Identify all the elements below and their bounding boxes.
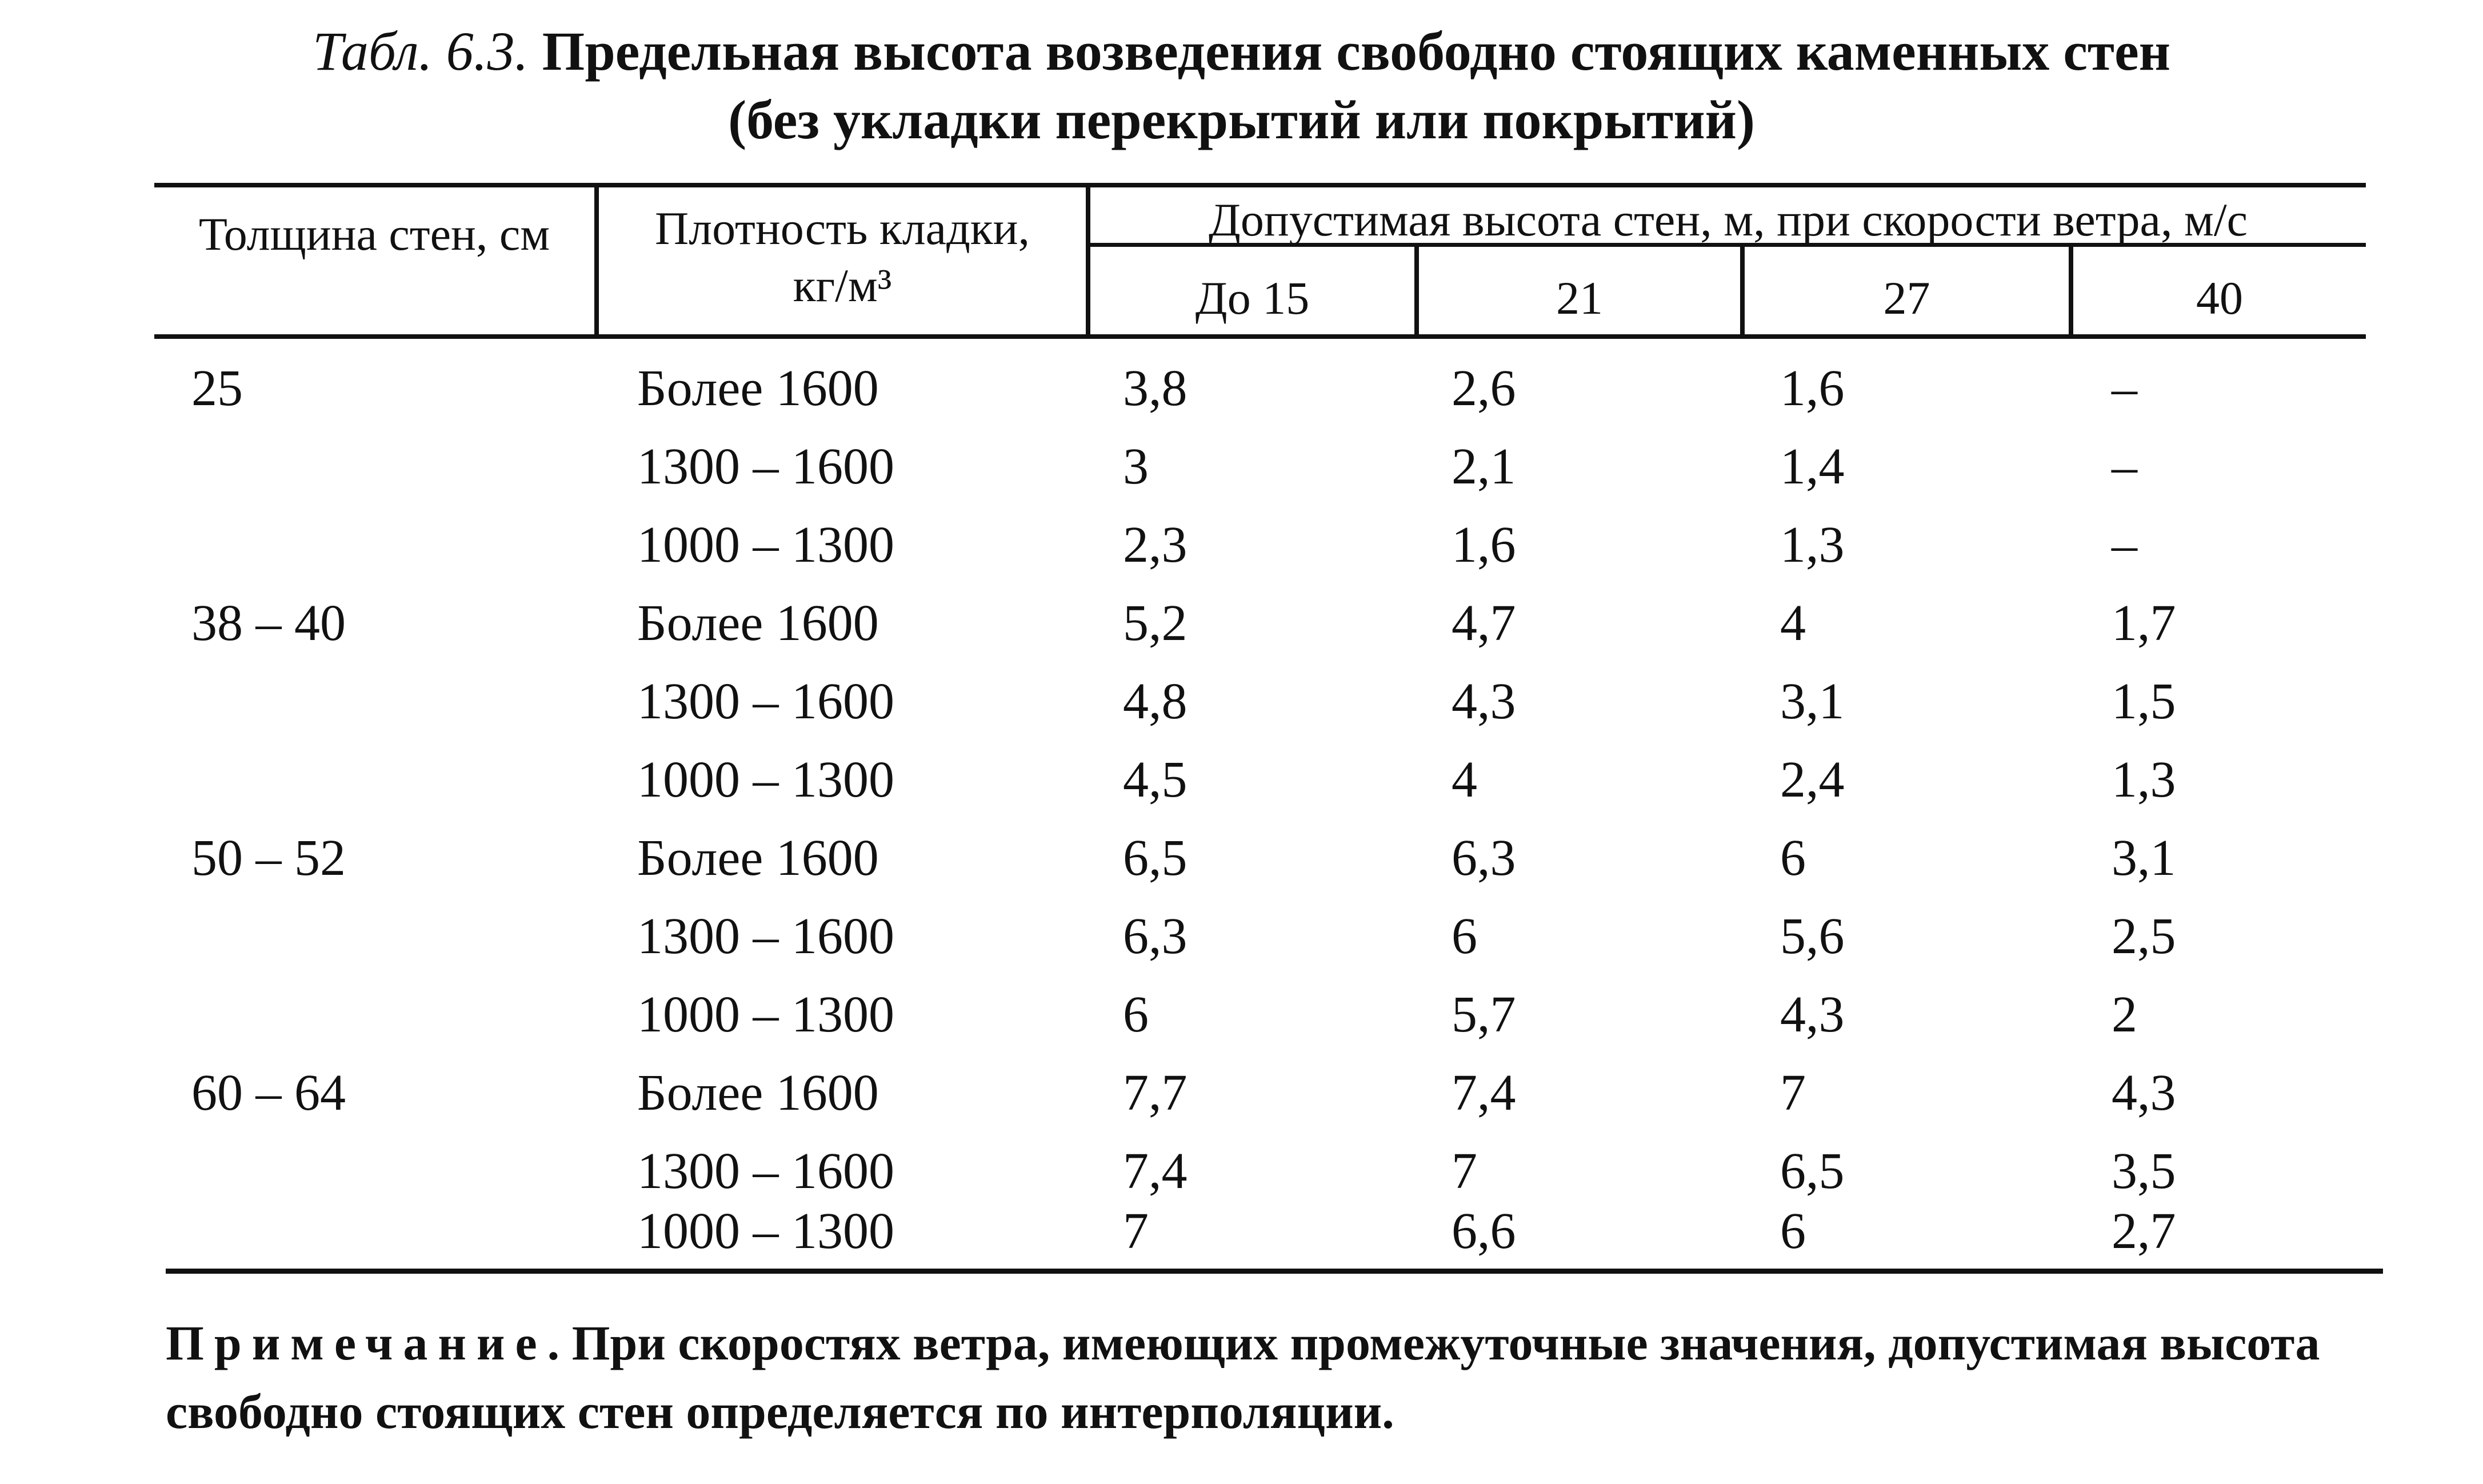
cell-height-21: 5,7 xyxy=(1452,986,1516,1043)
cell-height-27: 1,3 xyxy=(1780,517,1845,573)
cell-height-15: 7,4 xyxy=(1123,1143,1187,1199)
cell-height-21: 4,3 xyxy=(1452,673,1516,730)
header-divider xyxy=(1740,245,1745,337)
table-caption xyxy=(0,17,2483,86)
cell-height-15: 7 xyxy=(1123,1203,1149,1259)
column-header-wind-15: До 15 xyxy=(1195,272,1310,324)
cell-density: 1300 – 1600 xyxy=(637,908,894,965)
cell-height-40: 3,1 xyxy=(2112,830,2176,886)
cell-height-27: 6 xyxy=(1780,830,1806,886)
cell-density: Более 1600 xyxy=(637,595,879,651)
cell-thickness: 38 – 40 xyxy=(191,595,346,651)
header-divider xyxy=(2069,245,2073,337)
cell-density: 1000 – 1300 xyxy=(637,986,894,1043)
cell-height-15: 4,5 xyxy=(1123,751,1187,808)
cell-height-15: 6,5 xyxy=(1123,830,1187,886)
cell-height-27: 1,4 xyxy=(1780,438,1845,495)
cell-height-15: 5,2 xyxy=(1123,595,1187,651)
cell-height-21: 2,6 xyxy=(1452,360,1516,417)
cell-height-21: 6,6 xyxy=(1452,1203,1516,1259)
cell-height-27: 7 xyxy=(1780,1065,1806,1121)
cell-thickness: 25 xyxy=(191,360,243,417)
cell-height-27: 2,4 xyxy=(1780,751,1845,808)
table-title-line-1: Предельная высота возведения свободно стоящих каменных стен xyxy=(542,21,2170,82)
cell-height-21: 2,1 xyxy=(1452,438,1516,495)
column-header-thickness: Толщина стен, см xyxy=(198,208,550,260)
table-top-rule xyxy=(154,183,2366,187)
cell-height-27: 3,1 xyxy=(1780,673,1845,730)
cell-height-40: 2,7 xyxy=(2112,1203,2176,1259)
header-divider xyxy=(594,183,599,337)
column-header-wind-21: 21 xyxy=(1556,272,1603,324)
cell-height-21: 6 xyxy=(1452,908,1477,965)
cell-height-40: 2,5 xyxy=(2112,908,2176,965)
cell-height-15: 6 xyxy=(1123,986,1149,1043)
table-note xyxy=(166,1309,2394,1446)
cell-height-27: 6,5 xyxy=(1780,1143,1845,1199)
cell-height-21: 7,4 xyxy=(1452,1065,1516,1121)
cell-height-40: 4,3 xyxy=(2112,1065,2176,1121)
cell-height-15: 2,3 xyxy=(1123,517,1187,573)
column-header-wind-27: 27 xyxy=(1883,272,1930,324)
cell-density: 1000 – 1300 xyxy=(637,751,894,808)
cell-density: 1300 – 1600 xyxy=(637,438,894,495)
cell-density: Более 1600 xyxy=(637,1065,879,1121)
cell-height-27: 5,6 xyxy=(1780,908,1845,965)
cell-height-40: – xyxy=(2112,517,2137,573)
header-divider xyxy=(1414,245,1419,337)
cell-height-40: 1,7 xyxy=(2112,595,2176,651)
column-header-wind-40: 40 xyxy=(2196,272,2243,324)
cell-height-40: 1,5 xyxy=(2112,673,2176,730)
cell-height-15: 4,8 xyxy=(1123,673,1187,730)
cell-density: 1000 – 1300 xyxy=(637,1203,894,1259)
cell-density: Более 1600 xyxy=(637,830,879,886)
cell-height-27: 6 xyxy=(1780,1203,1806,1259)
cell-height-40: 3,5 xyxy=(2112,1143,2176,1199)
cell-height-15: 6,3 xyxy=(1123,908,1187,965)
header-bottom-rule xyxy=(154,334,2366,339)
cell-height-40: 1,3 xyxy=(2112,751,2176,808)
cell-density: 1000 – 1300 xyxy=(637,517,894,573)
cell-thickness: 60 – 64 xyxy=(191,1065,346,1121)
note-label: Примечание xyxy=(166,1315,547,1370)
cell-height-15: 3,8 xyxy=(1123,360,1187,417)
cell-density: 1300 – 1600 xyxy=(637,1143,894,1199)
header-divider xyxy=(1086,183,1090,337)
cell-height-40: – xyxy=(2112,360,2137,417)
cell-thickness: 50 – 52 xyxy=(191,830,346,886)
column-header-density xyxy=(599,200,1086,314)
cell-height-40: – xyxy=(2112,438,2137,495)
cell-height-15: 3 xyxy=(1123,438,1149,495)
cell-height-27: 4,3 xyxy=(1780,986,1845,1043)
note-text: . При скоростях ветра, имеющих промежуточные значения, допустимая высота свободно стоящих стен определяется по интерполяции. xyxy=(166,1315,2320,1439)
cell-height-27: 1,6 xyxy=(1780,360,1845,417)
cell-density: Более 1600 xyxy=(637,360,879,417)
column-header-height-group: Допустимая высота стен, м, при скорости ветра, м/с xyxy=(1208,194,2248,246)
table-bottom-rule xyxy=(166,1269,2383,1274)
cell-height-15: 7,7 xyxy=(1123,1065,1187,1121)
cell-height-21: 1,6 xyxy=(1452,517,1516,573)
cell-height-21: 4,7 xyxy=(1452,595,1516,651)
cell-height-21: 6,3 xyxy=(1452,830,1516,886)
cell-height-40: 2 xyxy=(2112,986,2137,1043)
table-number: Табл. 6.3. xyxy=(312,21,529,82)
column-header-density-line-2: кг/м³ xyxy=(793,259,892,311)
table-title-line-2: (без укладки перекрытий или покрытий) xyxy=(728,89,1755,150)
cell-height-27: 4 xyxy=(1780,595,1806,651)
column-header-density-line-1: Плотность кладки, xyxy=(654,202,1030,254)
cell-height-21: 7 xyxy=(1452,1143,1477,1199)
cell-density: 1300 – 1600 xyxy=(637,673,894,730)
cell-height-21: 4 xyxy=(1452,751,1477,808)
